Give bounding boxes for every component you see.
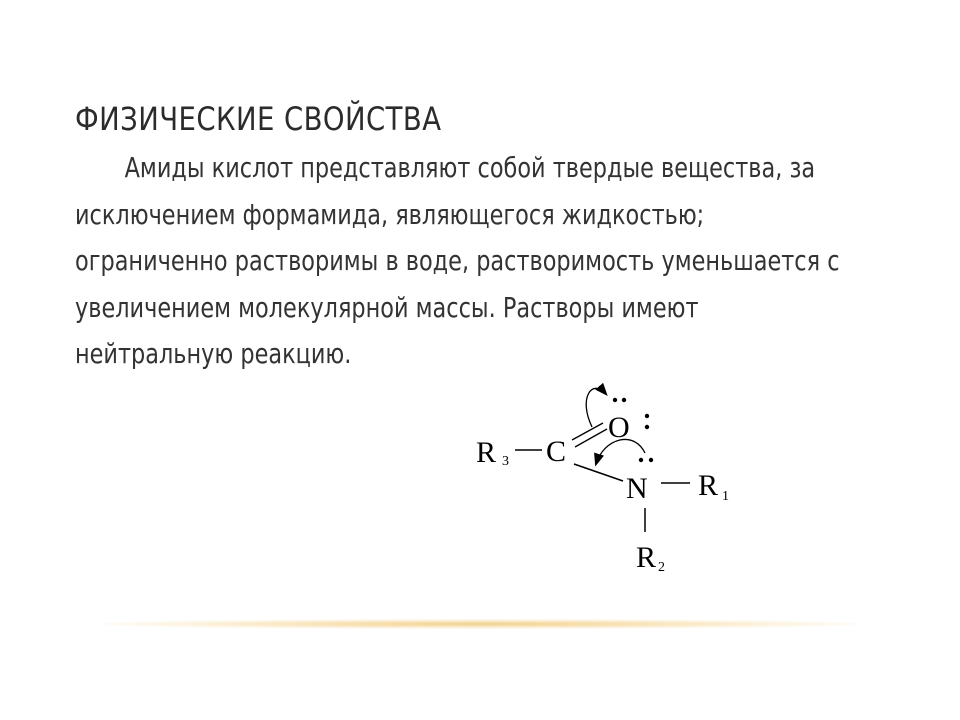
- r3-label: R: [476, 436, 497, 469]
- r2-label: R: [636, 541, 657, 574]
- r3-subscript: 3: [502, 454, 509, 469]
- bond-c-n: [574, 464, 623, 481]
- r1-subscript: 1: [722, 489, 729, 504]
- nitrogen-lone-pair-dot: [639, 458, 643, 462]
- bond-c-o-2: [575, 429, 607, 447]
- oxygen-lone-pair-dot: [645, 425, 649, 429]
- r1-label: R: [698, 469, 719, 502]
- r2-subscript: 2: [658, 560, 665, 575]
- oxygen-lone-pair-dot: [613, 398, 617, 402]
- nitrogen-lone-pair-dot: [649, 458, 653, 462]
- oxygen-lone-pair-dot: [645, 414, 649, 418]
- footer-divider: [100, 619, 860, 629]
- paragraph: Амиды кислот представляют собой твердые вещества, за исключением формамида, являющегося жидкостью; ограниченно растворимы в воде, растворимость уменьшается с увеличением молекулярной массы. Растворы имеют нейтральную реакцию.: [75, 151, 840, 370]
- slide-title: ФИЗИЧЕСКИЕ СВОЙСТВА: [75, 100, 442, 138]
- nitrogen-atom: N: [626, 472, 648, 505]
- curved-arrow-to-oxygen: [586, 388, 606, 427]
- bond-c-o-1: [572, 423, 603, 440]
- oxygen-atom: O: [608, 411, 630, 444]
- oxygen-lone-pair-dot: [622, 398, 626, 402]
- carbon-atom: C: [546, 435, 567, 468]
